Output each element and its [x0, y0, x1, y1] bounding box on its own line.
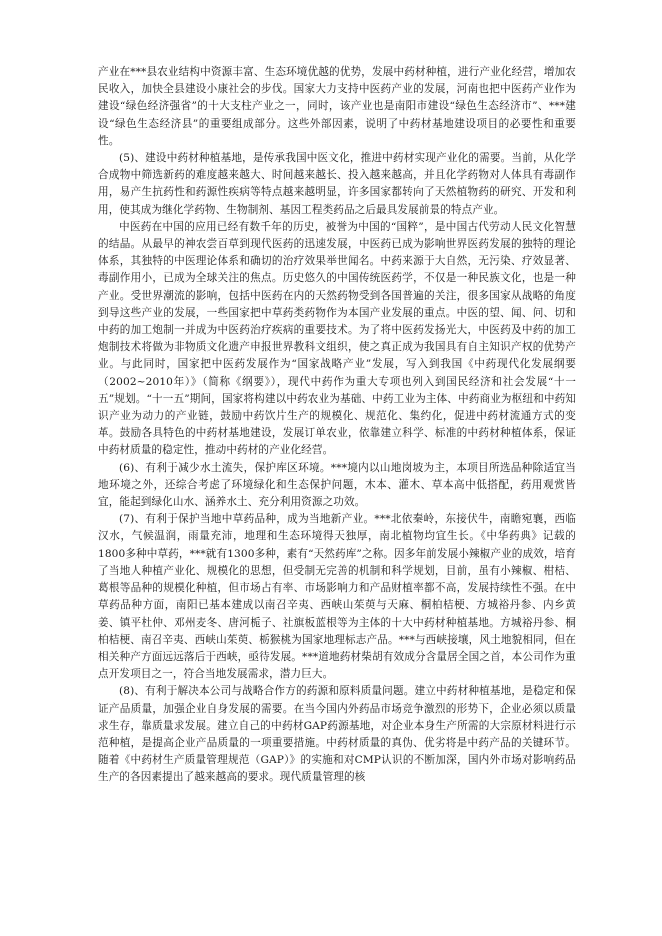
paragraph-3: 中医药在中国的应用已经有数千年的历史，被誉为中国的“国粹”，是中国古代劳动人民文化智慧的结晶。从最早的神农尝百草到现代医药的迅速发展，中医药已成为影响世界医药发展的独特的理论体系，其独特的中医理论体系和确切的治疗效果举世闻名。中药来源于大自然，无污染、疗效显著、毒副作用小，已成为全球关注的焦点。历史悠久的中国传统医药学，不仅是一种民族文化，也是一种产业。受世界潮流的影响，包括中医药在内的天然药物受到各国普遍的关注，很多国家从战略的角度到导这些产业的发展，一些国家把中草药类药物作为本国产业发展的重点。中医的望、闻、问、切和中药的加工炮制一并成为中医药治疗疾病的重要技术。为了将中医药发扬光大，中医药及中药的加工炮制技术将做为非物质文化遗产申报世界教科文组织，使之真正成为我国具有自主知识产权的优势产业。与此同时，国家把中医药发展作为“国家战略产业”发展，写入到我国《中药现代化发展纲要（2002~2010年）》（简称《纲要》），现代中药作为重大专项也列入到国民经济和社会发展“十一五”规划。“十一五”期间，国家将构建以中药农业为基础、中药工业为主体、中药商业为枢纽和中药知识产业为动力的产业链，鼓励中药饮片生产的规模化、规范化、集约化，促进中药材流通方式的变革。鼓励各具特色的中药材基地建设，发展订单农业，依靠建立科学、标准的中药材种植体系，保证中药材质量的稳定性，推动中药材的产业化经营。 [98, 220, 576, 457]
paragraph-6: (8)、有利于解决本公司与战略合作方的药源和原料质量问题。建立中药材种植基地，是稳定和保证产品质量，加强企业自身发展的需要。在当今国内外药品市场竞争激烈的形势下，企业必须以质量求生存，靠质量求发展。建立自己的中药材GAP药源基地，对企业本身生产所需的大宗原材料进行示范种植，是提高企业产品质量的一项重要措施。中药材质量的真伪、优劣将是中药产品的关键环节。随着《中药材生产质量管理规范（GAP）》的实施和对CMP认识的不断加深，国内外市场对影响药品生产的各因素提出了越来越高的要求。现代质量管理的核 [98, 685, 576, 784]
paragraph-2: (5)、建设中药材种植基地，是传承我国中医文化，推进中药材实现产业化的需要。当前，从化学合成物中筛选新药的难度越来越大、时间越来越长、投入越来越高，并且化学药物对人体具有毒副作用，易产生抗药性和药源性疾病等特点越来越明显，许多国家都转向了天然植物药的研究、开发和利用，使其成为继化学药物、生物制剂、基因工程类药品之后最具发展前景的特点产业。 [98, 152, 576, 216]
document-body [98, 64, 576, 787]
paragraph-1: 产业在***县农业结构中资源丰富、生态环境优越的优势，发展中药材种植，进行产业化经营，增加农民收入，加快全县建设小康社会的步伐。国家大力支持中医药产业的发展，河南也把中医药产业作为建设“绿色经济强省”的十大支柱产业之一，同时，该产业也是南阳市建设“绿色生态经济市”、***建设“绿色生态经济县”的重要组成部分。这些外部因素，说明了中药材基地建设项目的必要性和重要性。 [98, 66, 576, 147]
paragraph-5: (7)、有利于保护当地中草药品种，成为当地新产业。***北依秦岭，东接伏牛，南瞻宛襄，西临汉水，气候温润，雨量充沛，地理和生态环境得天独厚，南北植物均宜生长。《中华药典》记载的1800多种中草药，***就有1300多种，素有“天然药库”之称。因多年前发展小辣椒产业的成效，培育了当地人种植产业化、规模化的思想，但受制无完善的机制和科学规划，目前，虽有小辣椒、柑桔、葛根等品种的规模化种植，但市场占有率、市场影响力和产品财植率都不高，发展持续性不强。在中草药品种方面，南阳已基本建成以南召辛夷、西峡山茱萸与天麻、桐柏桔梗、方城裕丹参、内乡黄姜、镇平杜仲、邓州麦冬、唐河栀子、社旗板蓝根等为主体的十大中药材种植基地。方城裕丹参、桐柏桔梗、南召辛夷、西峡山茱萸、栃猴桃为国家地理标志产品。***与西峡接壤，风土地貌相同，但在相关种产方面远远落后于西峡，亟待发展。***道地药材柴胡有效成分含量居全国之首，本公司作为重点开发项目之一，符合当地发展需求，潜力巨大。 [98, 513, 576, 681]
paragraph-4: (6)、有利于减少水土流失，保护库区环境。***境内以山地岗坡为主，本项目所选品种除适宜当地环境之外，还综合考虑了环境绿化和生态保护问题，木本、灌木、草本高中低搭配，药用观赏皆宜，能起到绿化山水、涵养水土、充分利用资源之功效。 [98, 461, 576, 509]
